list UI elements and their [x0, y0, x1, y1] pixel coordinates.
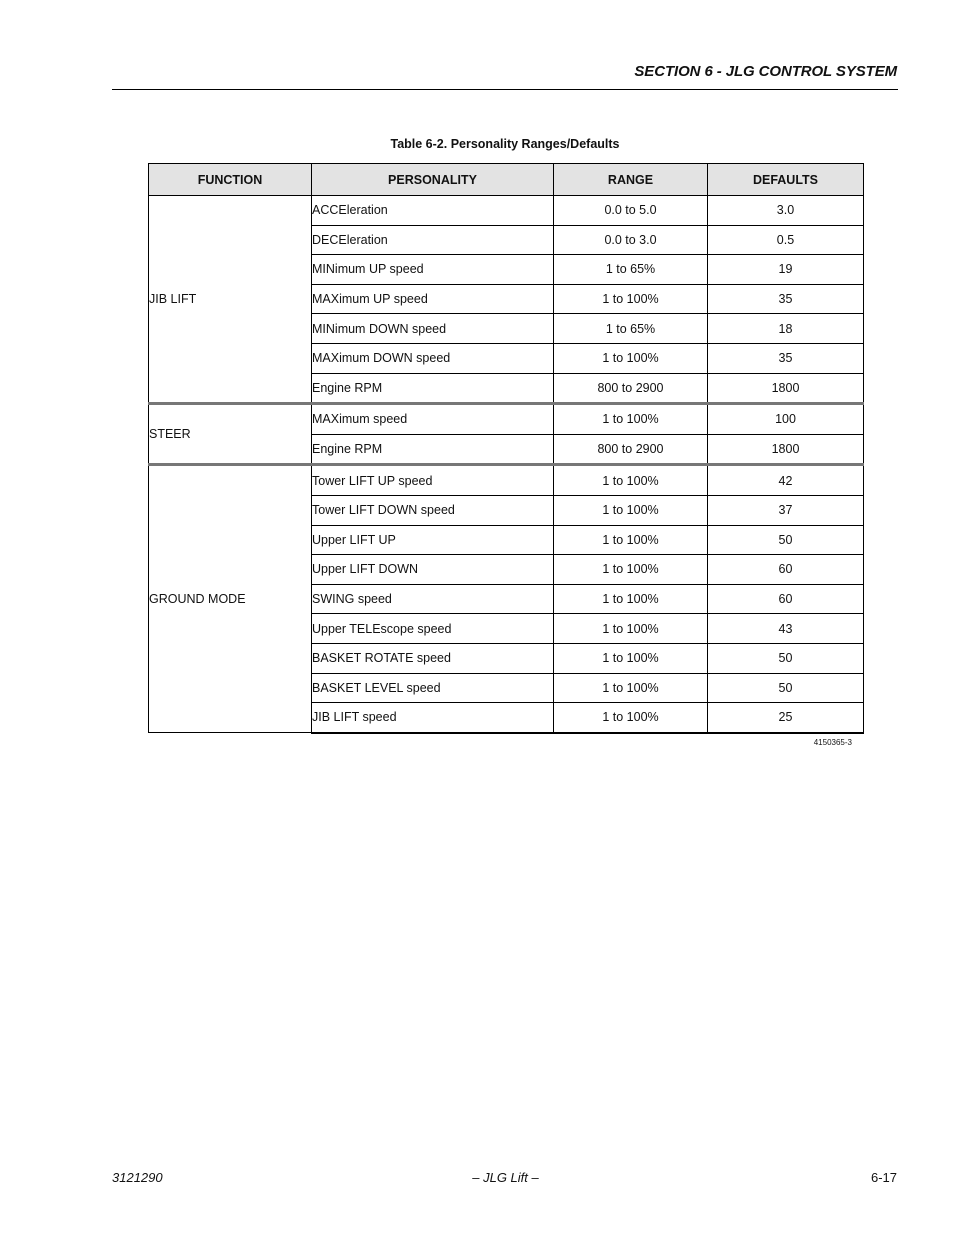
range-cell: 1 to 100% [554, 643, 708, 673]
personality-cell: BASKET LEVEL speed [312, 673, 554, 703]
personality-cell: BASKET ROTATE speed [312, 643, 554, 673]
default-cell: 35 [708, 343, 864, 373]
personality-cell: JIB LIFT speed [312, 703, 554, 733]
personality-cell: DECEleration [312, 225, 554, 255]
default-cell: 100 [708, 404, 864, 435]
range-cell: 1 to 100% [554, 673, 708, 703]
default-cell: 1800 [708, 434, 864, 465]
default-cell: 42 [708, 465, 864, 496]
personality-cell: MAXimum DOWN speed [312, 343, 554, 373]
range-cell: 1 to 100% [554, 703, 708, 733]
personality-cell: Upper LIFT UP [312, 525, 554, 555]
default-cell: 60 [708, 555, 864, 585]
personality-cell: Engine RPM [312, 373, 554, 404]
table-row [149, 196, 864, 226]
personality-cell: Upper TELEscope speed [312, 614, 554, 644]
personality-cell: ACCEleration [312, 196, 554, 226]
column-header-function: FUNCTION [149, 164, 312, 196]
column-header-range: RANGE [554, 164, 708, 196]
range-cell: 0.0 to 3.0 [554, 225, 708, 255]
default-cell: 50 [708, 673, 864, 703]
range-cell: 800 to 2900 [554, 373, 708, 404]
range-cell: 1 to 100% [554, 555, 708, 585]
table-row [149, 465, 864, 496]
default-cell: 43 [708, 614, 864, 644]
table-caption: Table 6-2. Personality Ranges/Defaults [390, 137, 620, 151]
table-header-row [149, 164, 864, 196]
column-header-personality: PERSONALITY [312, 164, 554, 196]
footer-title: – JLG Lift – [472, 1170, 539, 1185]
default-cell: 50 [708, 643, 864, 673]
range-cell: 1 to 100% [554, 614, 708, 644]
range-cell: 1 to 100% [554, 584, 708, 614]
default-cell: 1800 [708, 373, 864, 404]
range-cell: 1 to 65% [554, 314, 708, 344]
range-cell: 1 to 100% [554, 525, 708, 555]
function-cell: STEER [149, 404, 312, 465]
footer-page-number: 6-17 [870, 1170, 897, 1185]
personality-cell: Tower LIFT UP speed [312, 465, 554, 496]
table-body [149, 196, 864, 733]
range-cell: 1 to 100% [554, 465, 708, 496]
personality-cell: MAXimum speed [312, 404, 554, 435]
default-cell: 25 [708, 703, 864, 733]
function-cell: GROUND MODE [149, 465, 312, 733]
personality-cell: MINimum UP speed [312, 255, 554, 285]
personality-cell: SWING speed [312, 584, 554, 614]
footer-doc-number: 3121290 [112, 1170, 163, 1185]
default-cell: 3.0 [708, 196, 864, 226]
column-header-defaults: DEFAULTS [708, 164, 864, 196]
figure-number: 4150365-3 [813, 738, 852, 747]
function-cell: JIB LIFT [149, 196, 312, 404]
range-cell: 800 to 2900 [554, 434, 708, 465]
default-cell: 60 [708, 584, 864, 614]
personality-cell: MINimum DOWN speed [312, 314, 554, 344]
header-divider [112, 89, 898, 90]
default-cell: 19 [708, 255, 864, 285]
range-cell: 1 to 65% [554, 255, 708, 285]
table-row [149, 404, 864, 435]
personality-cell: Upper LIFT DOWN [312, 555, 554, 585]
range-cell: 0.0 to 5.0 [554, 196, 708, 226]
personality-cell: Tower LIFT DOWN speed [312, 495, 554, 525]
default-cell: 35 [708, 284, 864, 314]
range-cell: 1 to 100% [554, 343, 708, 373]
personality-cell: Engine RPM [312, 434, 554, 465]
default-cell: 50 [708, 525, 864, 555]
personality-cell: MAXimum UP speed [312, 284, 554, 314]
range-cell: 1 to 100% [554, 404, 708, 435]
range-cell: 1 to 100% [554, 284, 708, 314]
default-cell: 0.5 [708, 225, 864, 255]
default-cell: 37 [708, 495, 864, 525]
default-cell: 18 [708, 314, 864, 344]
section-title: SECTION 6 - JLG CONTROL SYSTEM [634, 63, 897, 80]
personality-table [148, 163, 864, 734]
range-cell: 1 to 100% [554, 495, 708, 525]
